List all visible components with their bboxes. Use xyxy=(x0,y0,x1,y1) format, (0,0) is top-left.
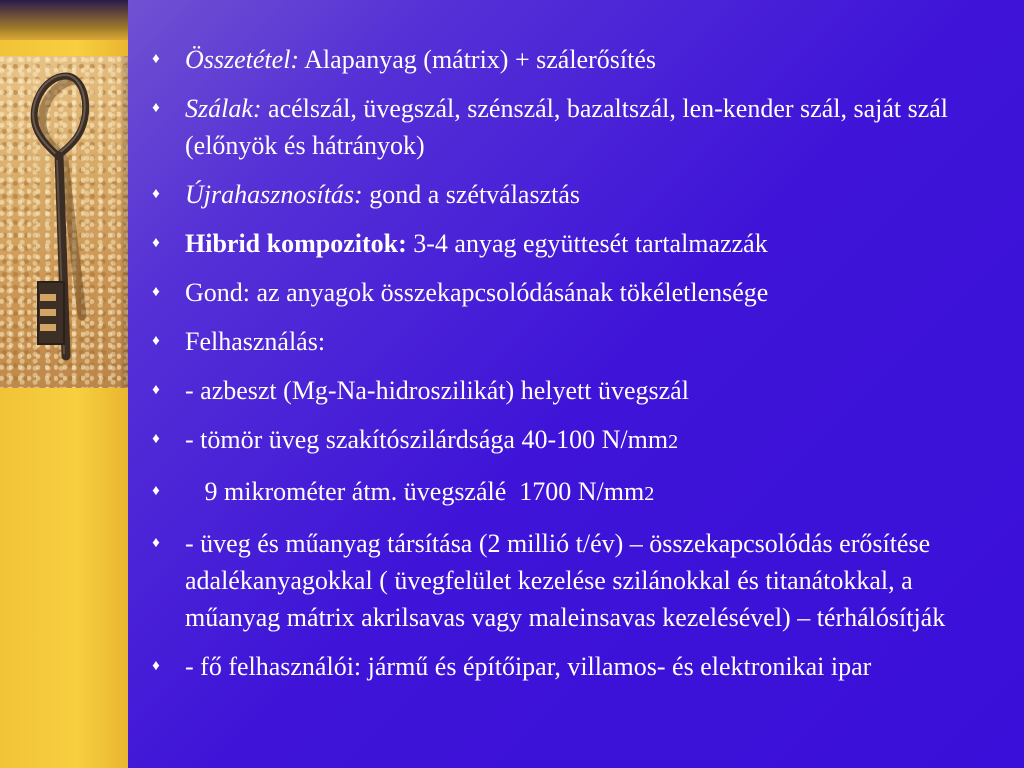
bullet-list xyxy=(128,41,1008,697)
bullet-uveg-muanyag xyxy=(128,525,1008,636)
photo-edge-shade xyxy=(120,56,128,388)
bullet-text: Felhasználás: xyxy=(185,327,326,356)
bullet-felhasznalas xyxy=(128,323,1008,360)
bullet-text: acélszál, üvegszál, szénszál, bazaltszál, len-kender szál, saját szál (előnyök és hátrányok) xyxy=(185,94,949,160)
bullet-text: gond a szétválasztás xyxy=(362,180,581,209)
bullet-text: - fő felhasználói: jármű és építőipar, villamos- és elektronikai ipar xyxy=(185,652,872,681)
bullet-label: Újrahasznosítás: xyxy=(185,180,363,209)
content-area xyxy=(128,0,1024,768)
diamond-bullet-icon: ♦ xyxy=(152,51,160,67)
diamond-bullet-icon: ♦ xyxy=(152,100,160,116)
bullet-ujrahasznositas xyxy=(128,176,1008,213)
diamond-bullet-icon: ♦ xyxy=(152,483,160,499)
bullet-azbeszt xyxy=(128,372,1008,409)
bullet-tomor-uveg xyxy=(128,421,1008,461)
bullet-hibrid-kompozitok xyxy=(128,225,1008,262)
diamond-bullet-icon: ♦ xyxy=(152,382,160,398)
bullet-text: Alapanyag (mátrix) + szálerősítés xyxy=(299,45,656,74)
bullet-text: Gond: az anyagok összekapcsolódásának tökéletlensége xyxy=(185,278,769,307)
bullet-mikrometer xyxy=(128,473,1008,513)
diamond-bullet-icon: ♦ xyxy=(152,186,160,202)
diamond-bullet-icon: ♦ xyxy=(152,284,160,300)
key-image xyxy=(0,56,128,388)
bullet-szalak xyxy=(128,90,1008,164)
bullet-fo-felhasznaloi xyxy=(128,648,1008,685)
unit-exponent: 2 xyxy=(644,483,655,505)
diamond-bullet-icon: ♦ xyxy=(152,235,160,251)
diamond-bullet-icon: ♦ xyxy=(152,431,160,447)
bullet-gond xyxy=(128,274,1008,311)
diamond-bullet-icon: ♦ xyxy=(152,535,160,551)
bullet-label: Hibrid kompozitok: xyxy=(185,229,407,258)
diamond-bullet-icon: ♦ xyxy=(152,333,160,349)
unit-exponent: 2 xyxy=(668,431,679,453)
sidebar-top-band xyxy=(0,0,128,40)
bullet-text: 9 mikrométer átm. üvegszálé 1700 N/mm xyxy=(185,477,645,506)
bullet-osszetetel xyxy=(128,41,1008,78)
bullet-text: 3-4 anyag együttesét tartalmazzák xyxy=(406,229,768,258)
bullet-label: Összetétel: xyxy=(185,45,300,74)
bullet-text: - üveg és műanyag társítása (2 millió t/év) – összekapcsolódás erősítése adalékanyagokkal ( üvegfelület kezelése szilánokkal és titanátokkal, a műanyag mátrix akrilsavas vagy maleinsavas kezelésével) – térhálósítják xyxy=(185,529,946,632)
bullet-text: - tömör üveg szakítószilárdsága 40-100 N/mm xyxy=(185,425,669,454)
diamond-bullet-icon: ♦ xyxy=(152,658,160,674)
bullet-label: Szálak: xyxy=(185,94,262,123)
bullet-text: - azbeszt (Mg-Na-hidroszilikát) helyett üvegszál xyxy=(185,376,689,405)
